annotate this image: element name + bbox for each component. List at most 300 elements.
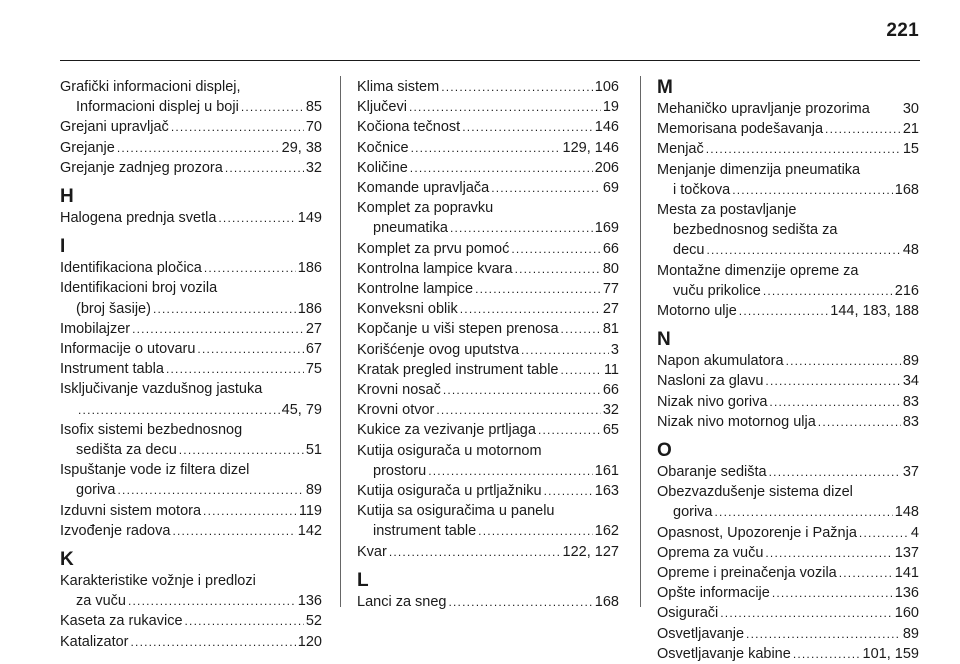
- page-reference[interactable]: 142: [297, 522, 322, 539]
- index-term: Identifikaciona pločica: [60, 260, 202, 277]
- index-entry: [357, 259, 619, 279]
- dot-leader: [511, 239, 601, 259]
- index-entry-line: [657, 180, 919, 200]
- page-reference[interactable]: 70: [305, 119, 322, 136]
- page-reference[interactable]: 216: [894, 282, 919, 299]
- page-reference[interactable]: 51: [305, 442, 322, 459]
- index-entry-line: [357, 521, 619, 541]
- index-entry-line: [60, 319, 322, 339]
- index-term: Komplet za popravku: [357, 200, 494, 217]
- page-reference[interactable]: 101, 159: [862, 645, 919, 662]
- dot-leader: [166, 359, 304, 379]
- index-entry: [657, 160, 919, 200]
- index-entry: [357, 178, 619, 198]
- index-entry: [60, 258, 322, 278]
- index-entry: [60, 359, 322, 379]
- index-entry: [60, 319, 322, 339]
- index-entry: [357, 299, 619, 319]
- index-entry: [357, 319, 619, 339]
- index-column-1: [60, 77, 322, 652]
- index-entry-line: [60, 208, 322, 228]
- index-entry-line: [657, 220, 919, 240]
- index-term: vuču prikolice: [673, 282, 761, 299]
- index-entry-line: [657, 543, 919, 563]
- index-term: Isključivanje vazdušnog jastuka: [60, 381, 263, 398]
- index-term: Krovni nosač: [357, 382, 441, 399]
- dot-leader: [128, 591, 296, 611]
- index-term: Menjač: [657, 141, 704, 158]
- index-term: Kontrolne lampice: [357, 281, 474, 298]
- index-entry: [60, 379, 322, 419]
- index-entry-line: [60, 611, 322, 631]
- index-entry: [657, 371, 919, 391]
- index-term: Karakteristike vožnje i predlozi: [60, 573, 256, 590]
- page-reference[interactable]: 85: [305, 99, 322, 116]
- index-entry-line: [60, 571, 322, 591]
- index-term: goriva: [76, 482, 116, 499]
- index-entry-line: [657, 392, 919, 412]
- index-entry: [357, 77, 619, 97]
- dot-leader: [772, 583, 893, 603]
- index-term: Kaseta za rukavice: [60, 613, 183, 630]
- index-term: Kutija osigurača u motornom: [357, 442, 542, 459]
- index-entry-line: [60, 480, 322, 500]
- index-entry: [357, 420, 619, 440]
- index-letter-heading: L: [357, 569, 369, 591]
- index-entry: [657, 563, 919, 583]
- index-entry-line: [60, 339, 322, 359]
- dot-leader: [478, 521, 593, 541]
- index-entry-line: [657, 240, 919, 260]
- index-entry: [60, 521, 322, 541]
- index-term: Napon akumulatora: [657, 353, 784, 370]
- page-reference[interactable]: 137: [894, 544, 919, 561]
- index-entry: [657, 99, 919, 119]
- page-reference[interactable]: 48: [902, 242, 919, 259]
- page-reference[interactable]: 11: [603, 361, 619, 378]
- dot-leader: [448, 592, 592, 612]
- index-entry: [357, 158, 619, 178]
- page-reference[interactable]: 75: [305, 361, 322, 378]
- index-entry: [657, 523, 919, 543]
- dot-leader: [521, 340, 609, 360]
- index-entry-line: [60, 258, 322, 278]
- index-letter-heading: K: [60, 549, 74, 571]
- index-entry-line: [657, 462, 919, 482]
- dot-leader: [561, 360, 602, 380]
- index-term: Menjanje dimenzija pneumatika: [657, 161, 861, 178]
- index-term: Kočnice: [357, 139, 409, 156]
- page-reference[interactable]: 149: [297, 210, 322, 227]
- page-reference[interactable]: 83: [902, 393, 919, 410]
- index-term: Krovni otvor: [357, 402, 435, 419]
- index-entry: [657, 119, 919, 139]
- index-entry: [60, 117, 322, 137]
- index-entry: [357, 441, 619, 481]
- index-term: Motorno ulje: [657, 303, 737, 320]
- page-reference[interactable]: 30: [902, 101, 919, 117]
- index-entry-line: [60, 460, 322, 480]
- page-reference[interactable]: 161: [594, 462, 619, 479]
- index-term: Isofix sistemi bezbednosnog: [60, 421, 243, 438]
- index-entry: [60, 460, 322, 500]
- dot-leader: [204, 258, 296, 278]
- page-reference[interactable]: 45, 79: [281, 401, 322, 418]
- index-term: Opasnost, Upozorenje i Pažnja: [657, 524, 857, 541]
- index-entry-line: [357, 279, 619, 299]
- index-entry: [357, 198, 619, 238]
- index-entry-line: [357, 360, 619, 380]
- page-number: 221: [886, 20, 919, 41]
- index-term: Identifikacioni broj vozila: [60, 280, 218, 297]
- index-entry: [657, 200, 919, 261]
- index-term: Kopčanje u viši stepen prenosa: [357, 321, 559, 338]
- index-entry: [60, 501, 322, 521]
- index-term: Osvetljavanje kabine: [657, 645, 791, 662]
- dot-leader: [218, 208, 295, 228]
- index-entry-line: [657, 412, 919, 432]
- page-reference[interactable]: 141: [894, 565, 919, 582]
- index-term: Nizak nivo motornog ulja: [657, 413, 816, 430]
- index-entry: [657, 462, 919, 482]
- page-reference[interactable]: 162: [594, 523, 619, 540]
- dot-leader: [225, 158, 304, 178]
- dot-leader: [197, 339, 303, 359]
- index-entry-line: [60, 521, 322, 541]
- index-entry-line: [60, 278, 322, 298]
- index-entry: [657, 624, 919, 644]
- dot-leader: [428, 461, 593, 481]
- page-reference[interactable]: 89: [305, 482, 322, 499]
- index-entry-line: [357, 198, 619, 218]
- index-entry: [357, 501, 619, 541]
- page-reference[interactable]: 32: [602, 402, 619, 419]
- index-entry-line: [657, 583, 919, 603]
- index-entry: [60, 208, 322, 228]
- index-term: Grejanje: [60, 139, 115, 156]
- index-entry-line: [60, 501, 322, 521]
- index-entry-line: [657, 371, 919, 391]
- index-term: Korišćenje ovog uputstva: [357, 341, 520, 358]
- dot-leader: [118, 480, 304, 500]
- page-reference[interactable]: 67: [305, 341, 322, 358]
- index-entry: [60, 420, 322, 460]
- index-term: Mesta za postavljanje: [657, 202, 797, 219]
- index-entry-line: [357, 319, 619, 339]
- index-entry-line: [357, 380, 619, 400]
- index-term: pneumatika: [373, 220, 448, 237]
- dot-leader: [389, 542, 561, 562]
- index-entry-line: [657, 482, 919, 502]
- index-entry-line: [357, 481, 619, 501]
- page-reference[interactable]: 83: [902, 413, 919, 430]
- dot-leader: [515, 259, 601, 279]
- index-entry-line: [60, 77, 322, 97]
- page-reference[interactable]: 169: [594, 220, 619, 237]
- index-entry-line: [357, 97, 619, 117]
- index-entry-line: [657, 351, 919, 371]
- page-reference[interactable]: 4: [910, 524, 919, 541]
- index-entry-line: [657, 261, 919, 281]
- index-term: Ispuštanje vode iz filtera dizel: [60, 462, 250, 479]
- dot-leader: [203, 501, 297, 521]
- index-entry: [657, 392, 919, 412]
- index-term: Kočiona tečnost: [357, 119, 461, 136]
- page-reference[interactable]: 89: [902, 353, 919, 370]
- page-reference[interactable]: 29, 38: [281, 139, 322, 156]
- index-entry-line: [357, 542, 619, 562]
- index-term: Katalizator: [60, 633, 129, 650]
- dot-leader: [460, 299, 601, 319]
- page-reference[interactable]: 106: [594, 79, 619, 95]
- index-entry-line: [657, 200, 919, 220]
- dot-leader: [793, 644, 861, 664]
- index-entry-line: [60, 299, 322, 319]
- dot-leader: [475, 279, 601, 299]
- dot-leader: [153, 299, 296, 319]
- index-entry-line: [60, 400, 322, 420]
- index-entry-line: [357, 299, 619, 319]
- index-term: za vuču: [76, 593, 126, 610]
- index-entry: [357, 239, 619, 259]
- index-term: Oprema za vuču: [657, 544, 764, 561]
- index-entry-line: [60, 117, 322, 137]
- dot-leader: [544, 481, 593, 501]
- index-letter-heading: M: [657, 77, 673, 98]
- index-entry: [60, 611, 322, 631]
- index-entry-line: [657, 119, 919, 139]
- index-term: Nizak nivo goriva: [657, 393, 768, 410]
- index-term: i točkova: [673, 181, 731, 198]
- page-reference[interactable]: 52: [305, 613, 322, 630]
- dot-leader: [765, 543, 892, 563]
- page-reference[interactable]: 146: [594, 119, 619, 136]
- index-entry-line: [60, 420, 322, 440]
- index-term: Klima sistem: [357, 79, 440, 95]
- dot-leader: [462, 117, 593, 137]
- index-term: Osvetljavanje: [657, 625, 745, 642]
- page-reference[interactable]: 186: [297, 300, 322, 317]
- index-entry-line: [357, 138, 619, 158]
- page-reference[interactable]: 163: [594, 483, 619, 500]
- dot-leader: [859, 523, 909, 543]
- index-entry-line: [657, 523, 919, 543]
- index-entry-line: [657, 139, 919, 159]
- page-reference[interactable]: 65: [602, 422, 619, 439]
- page-reference[interactable]: 148: [894, 504, 919, 521]
- index-entry-line: [657, 281, 919, 301]
- index-entry: [657, 583, 919, 603]
- page-reference[interactable]: 206: [594, 159, 619, 176]
- dot-leader: [839, 563, 893, 583]
- page-reference[interactable]: 37: [902, 464, 919, 481]
- page-reference[interactable]: 129, 146: [562, 139, 619, 156]
- index-entry-line: [357, 592, 619, 612]
- index-term: Komplet za prvu pomoć: [357, 240, 510, 257]
- index-letter-heading: O: [657, 440, 672, 462]
- dot-leader: [715, 502, 893, 522]
- page-reference[interactable]: 80: [602, 260, 619, 277]
- dot-leader: [538, 420, 601, 440]
- column-divider: [340, 76, 341, 607]
- page-reference[interactable]: 168: [594, 593, 619, 610]
- page-reference[interactable]: 21: [902, 121, 919, 138]
- index-term: Komande upravljača: [357, 180, 490, 197]
- dot-leader: [769, 462, 901, 482]
- index-term: Osigurači: [657, 605, 719, 622]
- index-entry-line: [657, 624, 919, 644]
- page-reference[interactable]: 136: [894, 585, 919, 602]
- index-term: Kontrolna lampice kvara: [357, 260, 513, 277]
- page-reference[interactable]: 66: [602, 240, 619, 257]
- index-letter-heading: N: [657, 329, 671, 351]
- dot-leader: [765, 371, 900, 391]
- index-entry: [657, 301, 919, 321]
- page-reference[interactable]: 89: [902, 625, 919, 642]
- index-term: Izvođenje radova: [60, 522, 171, 539]
- page-reference[interactable]: 27: [602, 301, 619, 318]
- page-reference[interactable]: 160: [894, 605, 919, 622]
- index-entry-line: [657, 99, 919, 119]
- page-reference[interactable]: 66: [602, 382, 619, 399]
- index-term: Kukice za vezivanje prtljaga: [357, 422, 536, 439]
- index-term: Imobilajzer: [60, 320, 131, 337]
- page-reference[interactable]: 3: [610, 341, 619, 358]
- column-divider: [640, 76, 641, 607]
- page-reference[interactable]: 120: [297, 633, 322, 650]
- page-reference[interactable]: 136: [297, 593, 322, 610]
- index-entry-line: [357, 461, 619, 481]
- page-reference[interactable]: 77: [602, 281, 619, 298]
- index-entry: [357, 360, 619, 380]
- index-entry-line: [357, 77, 619, 97]
- index-term: (broj šasije): [76, 300, 151, 317]
- index-entry: [357, 592, 619, 612]
- dot-leader: [441, 77, 593, 97]
- dot-leader: [179, 440, 304, 460]
- dot-leader: [171, 117, 304, 137]
- index-term: Informacije o utovaru: [60, 341, 196, 358]
- index-term: Ključevi: [357, 99, 407, 116]
- index-entry: [357, 138, 619, 158]
- dot-leader: [450, 218, 593, 238]
- index-entry-line: [357, 117, 619, 137]
- index-term: prostoru: [373, 462, 427, 479]
- page-reference[interactable]: 27: [305, 320, 322, 337]
- index-term: instrument table: [373, 523, 477, 540]
- page-reference[interactable]: 122, 127: [562, 543, 619, 560]
- dot-leader: [443, 380, 601, 400]
- dot-leader: [410, 158, 593, 178]
- dot-leader: [825, 119, 901, 139]
- index-entry-line: [357, 218, 619, 238]
- index-entry-line: [357, 259, 619, 279]
- page-reference[interactable]: 186: [297, 260, 322, 277]
- index-term: Izduvni sistem motora: [60, 502, 202, 519]
- dot-leader: [241, 97, 304, 117]
- index-letter-heading: H: [60, 186, 74, 208]
- index-term: Montažne dimenzije opreme za: [657, 262, 859, 279]
- page-reference[interactable]: 15: [902, 141, 919, 158]
- page-reference[interactable]: 119: [298, 502, 322, 519]
- dot-leader: [436, 400, 600, 420]
- dot-leader: [561, 319, 601, 339]
- dot-leader: [491, 178, 601, 198]
- index-term: Kutija sa osiguračima u panelu: [357, 503, 555, 520]
- page-reference[interactable]: 32: [305, 159, 322, 176]
- index-term: sedišta za decu: [76, 442, 177, 459]
- index-entry: [357, 340, 619, 360]
- page-reference[interactable]: 69: [602, 180, 619, 197]
- page-reference[interactable]: 168: [894, 181, 919, 198]
- index-entry: [357, 380, 619, 400]
- index-term: Informacioni displej u boji: [76, 99, 239, 116]
- index-entry: [60, 138, 322, 158]
- index-term: Grejanje zadnjeg prozora: [60, 159, 223, 176]
- dot-leader: [720, 603, 893, 623]
- page-reference[interactable]: 144, 183, 188: [830, 303, 919, 320]
- dot-leader: [185, 611, 304, 631]
- index-term: Obezvazdušenje sistema dizel: [657, 484, 853, 501]
- index-entry: [357, 279, 619, 299]
- page-reference[interactable]: 19: [602, 99, 619, 116]
- index-entry: [657, 603, 919, 623]
- index-term: Konveksni oblik: [357, 301, 458, 318]
- index-entry-line: [657, 502, 919, 522]
- index-column-3: [657, 77, 919, 664]
- index-term: Opreme i preinačenja vozila: [657, 565, 837, 582]
- index-term: Kutija osigurača u prtljažniku: [357, 483, 542, 500]
- index-entry-line: [357, 441, 619, 461]
- index-entry: [657, 261, 919, 301]
- index-entry-line: [657, 603, 919, 623]
- index-term: goriva: [673, 504, 713, 521]
- index-entry-line: [657, 301, 919, 321]
- dot-leader: [769, 392, 900, 412]
- dot-leader: [763, 281, 893, 301]
- dot-leader: [132, 319, 304, 339]
- index-term: Halogena prednja svetla: [60, 210, 217, 227]
- index-entry-line: [357, 400, 619, 420]
- page-reference[interactable]: 81: [602, 321, 619, 338]
- index-term: Nasloni za glavu: [657, 373, 764, 390]
- index-entry: [657, 412, 919, 432]
- index-entry-line: [60, 591, 322, 611]
- index-entry: [657, 351, 919, 371]
- dot-leader: [172, 521, 295, 541]
- dot-leader: [706, 240, 900, 260]
- index-entry-line: [60, 97, 322, 117]
- index-entry: [357, 542, 619, 562]
- index-entry-line: [60, 138, 322, 158]
- index-entry-line: [657, 160, 919, 180]
- index-entry: [60, 77, 322, 117]
- index-term: Grejani upravljač: [60, 119, 169, 136]
- index-entry-line: [657, 644, 919, 664]
- dot-leader: [411, 138, 561, 158]
- dot-leader: [818, 412, 901, 432]
- index-entry-line: [357, 239, 619, 259]
- index-term: Lanci za sneg: [357, 593, 447, 610]
- index-entry-line: [60, 158, 322, 178]
- dot-leader: [117, 138, 280, 158]
- index-entry: [657, 644, 919, 664]
- index-entry-line: [657, 563, 919, 583]
- index-term: Količine: [357, 159, 408, 176]
- index-entry: [657, 139, 919, 159]
- page-reference[interactable]: 34: [902, 373, 919, 390]
- index-entry: [60, 339, 322, 359]
